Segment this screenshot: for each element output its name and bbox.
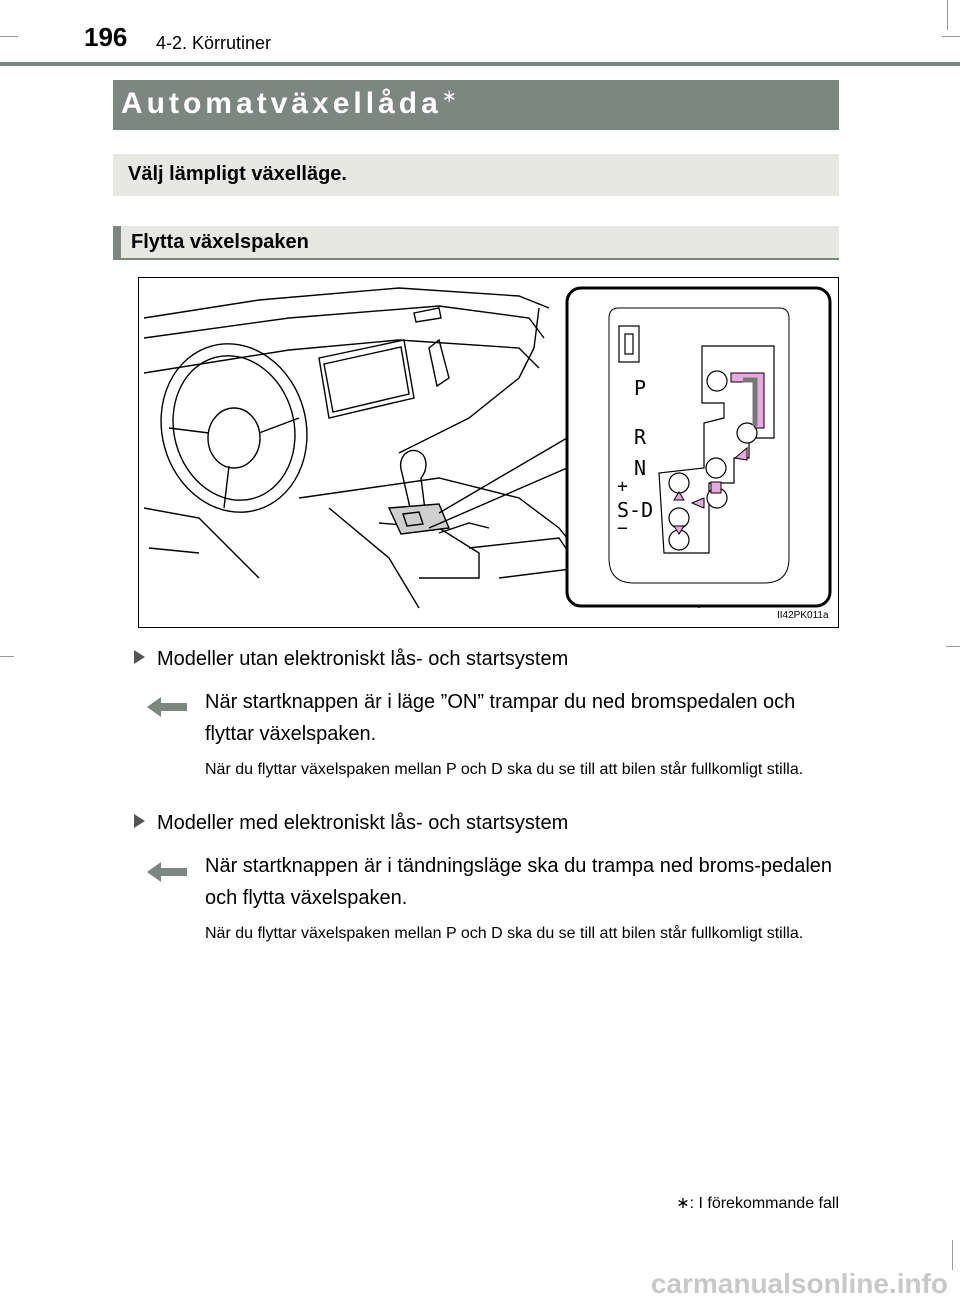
- crop-mark: [952, 1240, 953, 1270]
- gate-label-minus: −: [617, 518, 628, 539]
- section-title: [121, 86, 457, 121]
- asterisk-icon: ∗: [676, 1195, 690, 1212]
- gate-label-p: P: [634, 376, 647, 400]
- left-arrow-icon: [147, 862, 187, 882]
- gate-label-plus: +: [617, 476, 628, 497]
- figure-code: II42PK011a: [777, 610, 829, 621]
- procedure-heading-2: [134, 812, 568, 835]
- procedure-note-2: När du flyttar växelspaken mellan P och D ska du se till att bilen står fullkomligt stilla.: [205, 925, 804, 942]
- gate-label-sd: S-D: [617, 498, 654, 522]
- footnote: [676, 1193, 839, 1213]
- gate-panel: [567, 288, 830, 606]
- procedure-step-2: När startknappen är i tändningsläge ska du trampa ned broms-pedalen och flytta växelspaken.: [205, 855, 833, 909]
- procedure-heading-1: [134, 648, 568, 671]
- crop-mark: [942, 36, 960, 37]
- triangle-bullet-icon: [134, 814, 145, 828]
- section-title-text: Automatväxellåda: [121, 87, 442, 120]
- procedure-heading-1-text: Modeller utan elektroniskt lås- och startsystem: [157, 648, 569, 670]
- header-rule: [0, 62, 960, 66]
- gate-label-n: N: [634, 456, 647, 480]
- intro-text: Välj lämpligt växelläge.: [128, 163, 347, 185]
- crop-mark: [946, 646, 960, 647]
- subsection-heading: Flytta växelspaken: [131, 231, 309, 253]
- cockpit-illustration: [139, 278, 838, 627]
- crop-mark: [0, 36, 18, 37]
- procedure-step-1: När startknappen är i läge ”ON” trampar du ned bromspedalen och flyttar växelspaken.: [205, 691, 796, 745]
- chapter-title: 4-2. Körrutiner: [156, 33, 272, 53]
- procedure-note-1: När du flyttar växelspaken mellan P och D ska du se till att bilen står fullkomligt stilla.: [205, 761, 804, 778]
- asterisk-icon: ∗: [441, 86, 457, 106]
- watermark: carmanualsonline.info: [650, 1268, 948, 1299]
- left-arrow-icon: [147, 697, 187, 717]
- triangle-bullet-icon: [134, 650, 145, 664]
- gate-label-r: R: [634, 425, 647, 449]
- procedure-heading-2-text: Modeller med elektroniskt lås- och startsystem: [157, 812, 569, 834]
- crop-mark: [0, 656, 14, 657]
- gear-lever-figure: [138, 277, 839, 628]
- crop-mark: [947, 0, 948, 30]
- page-number: 196: [84, 22, 128, 52]
- subsection-heading-marker: [113, 226, 121, 260]
- footnote-text: : I förekommande fall: [689, 1195, 839, 1212]
